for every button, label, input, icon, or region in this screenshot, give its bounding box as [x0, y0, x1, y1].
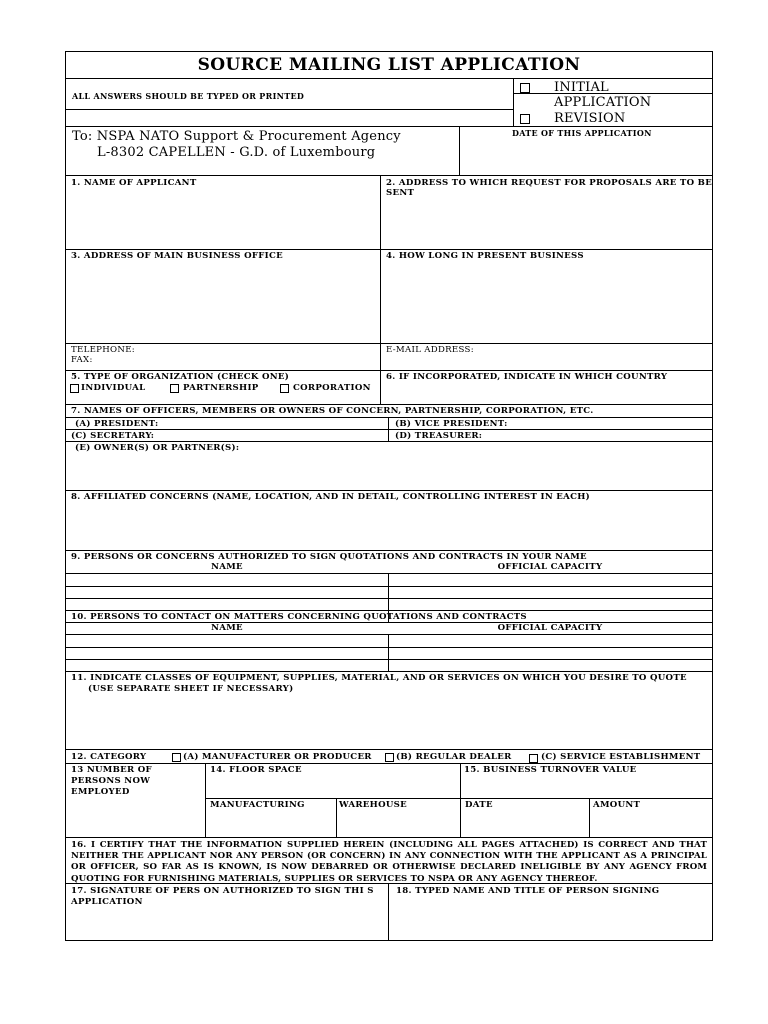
affiliated-concerns-field[interactable]	[68, 504, 710, 548]
divider	[66, 550, 712, 551]
divider	[66, 417, 712, 418]
divider	[66, 763, 712, 764]
initial-application-checkbox[interactable]	[520, 83, 530, 93]
turnover-label: 15. BUSINESS TURNOVER VALUE	[464, 765, 637, 775]
manufacturing-label: MANUFACTURING	[210, 800, 305, 810]
divider	[66, 671, 712, 672]
divider	[66, 573, 712, 574]
instructions-text: ALL ANSWERS SHOULD BE TYPED OR PRINTED	[72, 91, 305, 101]
divider	[66, 78, 712, 79]
typed-name-field[interactable]	[390, 898, 710, 939]
main-office-address-field[interactable]	[68, 263, 378, 341]
officers-label: 7. NAMES OF OFFICERS, MEMBERS OR OWNERS OF CONCERN, PARTNERSHIP, CORPORATION, ETC.	[71, 406, 594, 416]
divider	[66, 249, 712, 250]
authorized-name-header: NAME	[211, 562, 243, 572]
turnover-amount-label: AMOUNT	[593, 800, 641, 810]
contact-name-header: NAME	[211, 623, 243, 633]
category-label: 12. CATEGORY	[71, 752, 147, 762]
vice-president-label: (B) VICE PRESIDENT:	[395, 419, 508, 429]
initial-label-line1: INITIAL	[554, 80, 609, 95]
corporation-checkbox[interactable]	[280, 384, 289, 393]
how-long-in-business-label: 4. HOW LONG IN PRESENT BUSINESS	[386, 251, 584, 261]
divider	[66, 429, 712, 430]
contact-capacity-header: OFFICIAL CAPACITY	[497, 623, 603, 633]
email-label: E-MAIL ADDRESS:	[386, 345, 474, 355]
revision-label: REVISION	[554, 111, 626, 126]
application-form	[65, 51, 713, 941]
partnership-checkbox[interactable]	[170, 384, 179, 393]
floor-space-label: 14. FLOOR SPACE	[210, 765, 302, 775]
date-of-application-label: DATE OF THIS APPLICATION	[512, 128, 652, 138]
divider	[388, 417, 389, 441]
divider	[66, 610, 712, 611]
treasurer-label: (D) TREASURER:	[395, 431, 483, 441]
divider	[513, 93, 712, 94]
divider	[66, 837, 712, 838]
divider	[388, 883, 389, 941]
authorized-capacity-header: OFFICIAL CAPACITY	[497, 562, 603, 572]
regular-dealer-checkbox[interactable]	[385, 753, 394, 762]
warehouse-label: WAREHOUSE	[339, 800, 408, 810]
incorporated-country-label: 6. IF INCORPORATED, INDICATE IN WHICH COUNTRY	[386, 372, 668, 382]
turnover-date-label: DATE	[465, 800, 493, 810]
individual-label: INDIVIDUAL	[81, 383, 146, 393]
owners-field[interactable]	[68, 454, 710, 488]
address-rfp-label-cont: SENT	[386, 188, 415, 198]
to-address-line2: L-8302 CAPELLEN - G.D. of Luxembourg	[97, 145, 376, 160]
organization-type-label: 5. TYPE OF ORGANIZATION (CHECK ONE)	[71, 372, 290, 382]
president-label: (A) PRESIDENT:	[75, 419, 159, 429]
secretary-label: (C) SECRETARY:	[71, 431, 155, 441]
manufacturer-checkbox[interactable]	[172, 753, 181, 762]
affiliated-concerns-label: 8. AFFILIATED CONCERNS (NAME, LOCATION, AND IN DETAIL, CONTROLLING INTEREST IN EACH)	[71, 492, 591, 502]
divider	[336, 798, 337, 837]
contact-persons-label: 10. PERSONS TO CONTACT ON MATTERS CONCERNING QUOTATIONS AND CONTRACTS	[71, 612, 527, 622]
divider	[66, 490, 712, 491]
address-rfp-field[interactable]	[382, 200, 710, 247]
certification-text: 16. I CERTIFY THAT THE INFORMATION SUPPLIED HEREIN (INCLUDING ALL PAGES ATTACHED) IS CORRECT AND THAT NEITHER THE APPLICANT NOR ANY PERSON (OR CONCERN) IN ANY CONNECTION WITH THE APPLICANT AS A PRINCIPAL OR OFFICER, SO FAR AS IS KNOWN, IS NOW DEBARRED OR OTHERWISE DECLARED INELIGIBLE BY ANY AGENCY FROM QUOTING FOR FURNISHING MATERIALS, SUPPLIES OR SERVICES TO NSPA OR ANY AGENCY THEREOF.	[71, 840, 707, 884]
divider	[66, 343, 712, 344]
divider	[66, 175, 712, 176]
divider	[66, 749, 712, 750]
name-of-applicant-label: 1. NAME OF APPLICANT	[71, 178, 197, 188]
divider	[66, 370, 712, 371]
date-of-application-field[interactable]	[460, 137, 710, 173]
employees-label-line1: 13 NUMBER OF	[71, 765, 152, 775]
divider	[380, 175, 381, 404]
employees-label-line3: EMPLOYED	[71, 787, 130, 797]
telephone-label: TELEPHONE:	[71, 345, 135, 355]
equipment-classes-field[interactable]	[68, 696, 710, 747]
divider	[66, 586, 712, 587]
name-of-applicant-field[interactable]	[68, 190, 378, 247]
main-office-address-label: 3. ADDRESS OF MAIN BUSINESS OFFICE	[71, 251, 283, 261]
to-address-line1: To: NSPA NATO Support & Procurement Agency	[72, 129, 401, 144]
address-rfp-label: 2. ADDRESS TO WHICH REQUEST FOR PROPOSALS ARE TO BE	[386, 178, 713, 188]
divider	[589, 798, 590, 837]
revision-checkbox[interactable]	[520, 114, 530, 124]
divider	[66, 126, 712, 127]
divider	[66, 109, 513, 110]
divider	[66, 647, 712, 648]
typed-name-label: 18. TYPED NAME AND TITLE OF PERSON SIGNING	[396, 886, 660, 896]
form-title: SOURCE MAILING LIST APPLICATION	[197, 55, 581, 75]
owners-label: (E) OWNER(S) OR PARTNER(S):	[75, 443, 240, 453]
equipment-classes-label: 11. INDICATE CLASSES OF EQUIPMENT, SUPPLIES, MATERIAL, AND OR SERVICES ON WHICH YOU DESIRE TO QUOTE	[71, 673, 687, 683]
divider	[205, 798, 712, 799]
authorized-persons-label: 9. PERSONS OR CONCERNS AUTHORIZED TO SIGN QUOTATIONS AND CONTRACTS IN YOUR NAME	[71, 552, 587, 562]
fax-label: FAX:	[71, 355, 93, 365]
divider	[66, 634, 712, 635]
service-establishment-checkbox[interactable]	[529, 754, 538, 763]
divider	[66, 404, 712, 405]
divider	[66, 441, 712, 442]
corporation-label: CORPORATION	[293, 383, 371, 393]
divider	[513, 78, 514, 126]
signature-field[interactable]	[68, 909, 386, 939]
initial-label-line2: APPLICATION	[554, 95, 652, 110]
individual-checkbox[interactable]	[70, 384, 79, 393]
signature-label-line1: 17. SIGNATURE OF PERS ON AUTHORIZED TO SIGN THI S	[71, 886, 374, 896]
equipment-classes-note: (USE SEPARATE SHEET IF NECESSARY)	[88, 684, 294, 694]
service-establishment-label: (C) SERVICE ESTABLISHMENT	[541, 752, 701, 762]
divider	[460, 763, 461, 837]
divider	[66, 598, 712, 599]
divider	[205, 763, 206, 837]
divider	[388, 634, 389, 671]
partnership-label: PARTNERSHIP	[183, 383, 259, 393]
signature-label-line2: APPLICATION	[71, 897, 143, 907]
how-long-in-business-field[interactable]	[382, 263, 710, 341]
manufacturer-label: (A) MANUFACTURER OR PRODUCER	[183, 752, 372, 762]
employees-label-line2: PERSONS NOW	[71, 776, 151, 786]
divider	[66, 659, 712, 660]
regular-dealer-label: (B) REGULAR DEALER	[396, 752, 512, 762]
